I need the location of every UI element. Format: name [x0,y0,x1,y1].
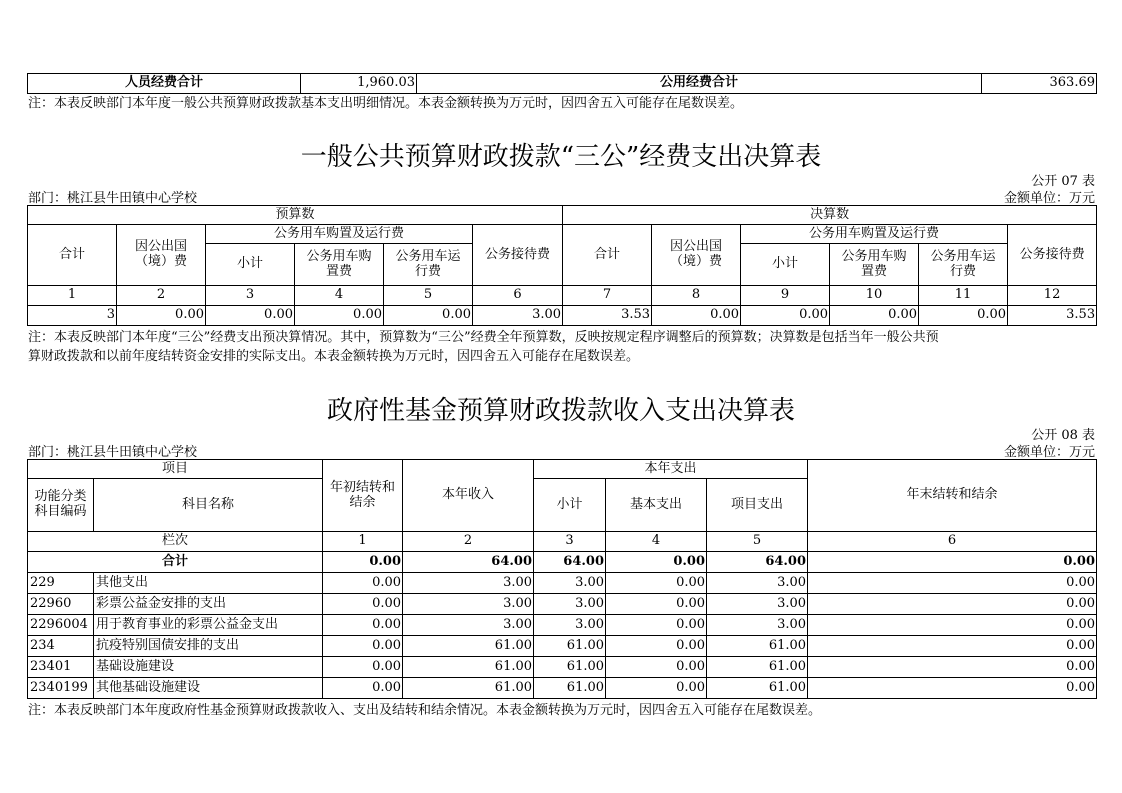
table-row [28,594,1097,615]
row-value: 61.00 [534,636,606,657]
expense-summary-table [27,73,1097,94]
table-row [28,657,1097,678]
col-number: 6 [808,532,1097,552]
row-value: 3.00 [707,615,808,636]
final-subtotal-header: 小计 [741,244,830,286]
budget-purchase-header: 公务用车购 置费 [295,244,384,286]
col-number: 6 [473,286,563,306]
sangong-column-numbers [28,286,1097,306]
row-value: 0.00 [323,615,403,636]
value-cell: 0.00 [741,306,830,326]
public-total-label: 公用经费合计 [417,74,982,94]
row-value: 61.00 [534,678,606,699]
table-row [28,678,1097,699]
row-value: 0.00 [323,594,403,615]
col-number: 2 [117,286,206,306]
value-cell: 3.00 [473,306,563,326]
row-value: 3.00 [534,573,606,594]
table-row [28,636,1097,657]
row-name: 基础设施建设 [94,657,323,678]
sangong-unit: 金额单位：万元 [1003,191,1095,206]
final-operate-header: 公务用车运 行费 [919,244,1008,286]
value-cell: 0.00 [652,306,741,326]
col-number: 8 [652,286,741,306]
personnel-total-label: 人员经费合计 [28,74,301,94]
begin-balance-header: 年初结转和 结余 [323,460,403,532]
row-value: 0.00 [606,573,707,594]
row-value: 0.00 [606,594,707,615]
row-value: 3.00 [403,615,534,636]
table-row [28,615,1097,636]
value-cell: 0.00 [919,306,1008,326]
fund-column-numbers [28,532,1097,552]
sangong-values-row [28,306,1097,326]
row-value: 0.00 [323,636,403,657]
row-value: 0.00 [808,594,1097,615]
row-value: 61.00 [403,678,534,699]
income-header: 本年收入 [403,460,534,532]
row-value: 3.00 [403,594,534,615]
row-value: 61.00 [534,657,606,678]
sangong-title: 一般公共预算财政拨款“三公”经费支出决算表 [300,142,822,172]
final-total-header: 合计 [563,225,652,286]
budget-vehicle-header: 公务用车购置及运行费 [206,225,473,244]
total-cell: 64.00 [403,552,534,573]
fund-form-no: 公开 08 表 [1031,428,1095,443]
row-value: 0.00 [323,573,403,594]
basic-header: 基本支出 [606,479,707,532]
code-header: 功能分类 科目编码 [28,479,94,532]
row-value: 0.00 [606,636,707,657]
col-number: 9 [741,286,830,306]
value-cell: 0.00 [295,306,384,326]
row-name: 用于教育事业的彩票公益金支出 [94,615,323,636]
budget-total-header: 合计 [28,225,117,286]
row-value: 3.00 [534,615,606,636]
row-value: 0.00 [323,678,403,699]
project-header: 项目支出 [707,479,808,532]
value-cell: 3.53 [563,306,652,326]
fund-table [27,459,1097,699]
row-value: 0.00 [606,615,707,636]
subtotal-header: 小计 [534,479,606,532]
budget-header: 预算数 [28,206,563,225]
total-cell: 64.00 [534,552,606,573]
row-value: 0.00 [808,678,1097,699]
name-header: 科目名称 [94,479,323,532]
value-cell: 3 [28,306,117,326]
row-value: 3.00 [707,573,808,594]
col-number: 3 [534,532,606,552]
row-value: 61.00 [403,636,534,657]
row-code: 2340199 [28,678,94,699]
col-number: 7 [563,286,652,306]
col-number: 4 [295,286,384,306]
row-name: 彩票公益金安排的支出 [94,594,323,615]
budget-operate-header: 公务用车运 行费 [384,244,473,286]
expense-header: 本年支出 [534,460,808,479]
row-code: 23401 [28,657,94,678]
row-value: 3.00 [534,594,606,615]
col-number: 11 [919,286,1008,306]
fund-unit: 金额单位：万元 [1003,445,1095,460]
row-value: 3.00 [707,594,808,615]
final-reception-header: 公务接待费 [1008,225,1097,286]
value-cell: 3.53 [1008,306,1097,326]
col-label: 栏次 [28,532,323,552]
row-name: 其他基础设施建设 [94,678,323,699]
row-code: 22960 [28,594,94,615]
total-cell: 0.00 [808,552,1097,573]
col-number: 2 [403,532,534,552]
fund-title: 政府性基金预算财政拨款收入支出决算表 [326,396,795,426]
row-value: 3.00 [403,573,534,594]
col-number: 1 [323,532,403,552]
item-header: 项目 [28,460,323,479]
row-value: 0.00 [606,657,707,678]
row-name: 抗疫特别国债安排的支出 [94,636,323,657]
row-value: 0.00 [606,678,707,699]
fund-total-row [28,552,1097,573]
value-cell: 0.00 [206,306,295,326]
row-name: 其他支出 [94,573,323,594]
row-value: 61.00 [403,657,534,678]
col-number: 10 [830,286,919,306]
final-purchase-header: 公务用车购 置费 [830,244,919,286]
summary-note: 注：本表反映部门本年度一般公共预算财政拨款基本支出明细情况。本表金额转换为万元时，因四舍五入可能存在尾数误差。 [28,96,744,111]
total-cell: 64.00 [707,552,808,573]
col-number: 4 [606,532,707,552]
table-row [28,573,1097,594]
row-code: 2296004 [28,615,94,636]
col-number: 5 [384,286,473,306]
sangong-dept: 部门：桃江县牛田镇中心学校 [28,191,198,206]
final-header: 决算数 [563,206,1097,225]
fund-note: 注：本表反映部门本年度政府性基金预算财政拨款收入、支出及结转和结余情况。本表金额转换为万元时，因四舍五入可能存在尾数误差。 [28,703,822,718]
sangong-form-no: 公开 07 表 [1031,174,1095,189]
final-vehicle-header: 公务用车购置及运行费 [741,225,1008,244]
total-cell: 0.00 [323,552,403,573]
col-number: 1 [28,286,117,306]
row-code: 234 [28,636,94,657]
end-balance-header: 年末结转和结余 [808,460,1097,532]
col-number: 12 [1008,286,1097,306]
row-code: 229 [28,573,94,594]
total-cell: 0.00 [606,552,707,573]
row-value: 61.00 [707,678,808,699]
row-value: 0.00 [808,573,1097,594]
public-total-value: 363.69 [982,74,1097,94]
row-value: 0.00 [808,657,1097,678]
value-cell: 0.00 [384,306,473,326]
sangong-table [27,205,1097,326]
sangong-note-line-1: 注：本表反映部门本年度“三公”经费支出预决算情况。其中，预算数为“三公”经费全年预算数，反映按规定程序调整后的预算数；决算数是包括当年一般公共预 [28,330,939,345]
budget-subtotal-header: 小计 [206,244,295,286]
fund-dept: 部门：桃江县牛田镇中心学校 [28,445,198,460]
total-label: 合计 [28,552,323,573]
budget-reception-header: 公务接待费 [473,225,563,286]
row-value: 61.00 [707,636,808,657]
row-value: 0.00 [808,636,1097,657]
value-cell: 0.00 [830,306,919,326]
col-number: 3 [206,286,295,306]
row-value: 0.00 [808,615,1097,636]
final-abroad-header: 因公出国 （境）费 [652,225,741,286]
budget-abroad-header: 因公出国 （境）费 [117,225,206,286]
personnel-total-value: 1,960.03 [301,74,417,94]
col-number: 5 [707,532,808,552]
row-value: 0.00 [323,657,403,678]
sangong-note-line-2: 算财政拨款和以前年度结转资金安排的实际支出。本表金额转换为万元时，因四舍五入可能存在尾数误差。 [28,349,640,364]
row-value: 61.00 [707,657,808,678]
value-cell: 0.00 [117,306,206,326]
